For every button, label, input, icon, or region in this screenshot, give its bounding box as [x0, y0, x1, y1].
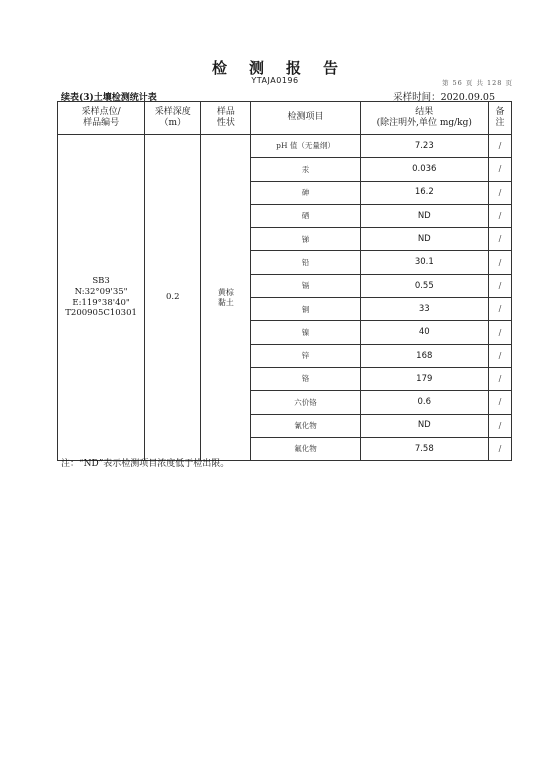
test-item-cell: 锑 [251, 228, 360, 251]
note-cell: / [488, 414, 511, 437]
footnote: 注：“ND”表示检测项目浓度低于检出限。 [61, 459, 230, 469]
note-cell: / [488, 251, 511, 274]
sample-property-text: 黏土 [217, 297, 234, 307]
page-number: 第 56 页 共 128 页 [441, 79, 513, 87]
test-item-cell: pH 值（无量纲） [251, 135, 360, 158]
result-cell: 7.58 [360, 437, 488, 460]
note-cell: / [488, 204, 511, 227]
sample-point-east: E:119°38'40" [72, 297, 130, 308]
result-cell: 168 [360, 344, 488, 367]
sample-point-code: T200905C10301 [65, 308, 137, 319]
test-item-cell: 铅 [251, 251, 360, 274]
report-number: YTAJA0196 [251, 76, 299, 85]
report-title: 检测报告 [211, 59, 360, 77]
note-cell: / [488, 367, 511, 390]
sample-point-id: SB3 [92, 276, 110, 287]
result-cell: 40 [360, 321, 488, 344]
result-cell: 16.2 [360, 181, 488, 204]
result-cell: ND [360, 228, 488, 251]
test-item-cell: 铜 [251, 298, 360, 321]
result-cell: 0.6 [360, 391, 488, 414]
result-cell: 30.1 [360, 251, 488, 274]
test-item-cell: 铬 [251, 367, 360, 390]
test-item-cell: 砷 [251, 181, 360, 204]
test-item-cell: 镉 [251, 274, 360, 297]
result-cell: ND [360, 204, 488, 227]
table-header-row [58, 102, 512, 135]
note-cell: / [488, 158, 511, 181]
result-cell: ND [360, 414, 488, 437]
note-cell: / [488, 391, 511, 414]
sample-point-north: N:32°09'35" [74, 286, 128, 297]
table-title: 续表(3)土壤检测统计表 [61, 93, 157, 103]
sample-point-cell [58, 135, 145, 461]
result-cell: 7.23 [360, 135, 488, 158]
note-cell: / [488, 274, 511, 297]
note-cell: / [488, 298, 511, 321]
note-cell: / [488, 321, 511, 344]
header-sample-property: 样品 性状 [201, 102, 251, 135]
header-sample-point: 采样点位/ 样品编号 [58, 102, 145, 135]
result-cell: 33 [360, 298, 488, 321]
result-cell: 0.55 [360, 274, 488, 297]
test-item-cell: 锌 [251, 344, 360, 367]
sample-depth-cell: 0.2 [145, 135, 201, 461]
sample-property-text: 黄棕 [217, 287, 234, 297]
note-cell: / [488, 437, 511, 460]
test-item-cell: 汞 [251, 158, 360, 181]
note-cell: / [488, 228, 511, 251]
soil-test-table [57, 101, 512, 461]
header-result: 结果 (除注明外,单位 mg/kg) [360, 102, 488, 135]
sample-property-cell [201, 135, 251, 461]
header-note: 备 注 [488, 102, 511, 135]
test-item-cell: 氰化物 [251, 414, 360, 437]
table-row [58, 135, 512, 158]
test-item-cell: 镍 [251, 321, 360, 344]
note-cell: / [488, 135, 511, 158]
header-sample-depth: 采样深度 （m） [145, 102, 201, 135]
sample-time: 采样时间：2020.09.05 [393, 92, 495, 103]
note-cell: / [488, 344, 511, 367]
header-test-item: 检测项目 [251, 102, 360, 135]
test-item-cell: 硒 [251, 204, 360, 227]
test-item-cell: 氟化物 [251, 437, 360, 460]
result-cell: 179 [360, 367, 488, 390]
result-cell: 0.036 [360, 158, 488, 181]
test-item-cell: 六价铬 [251, 391, 360, 414]
note-cell: / [488, 181, 511, 204]
